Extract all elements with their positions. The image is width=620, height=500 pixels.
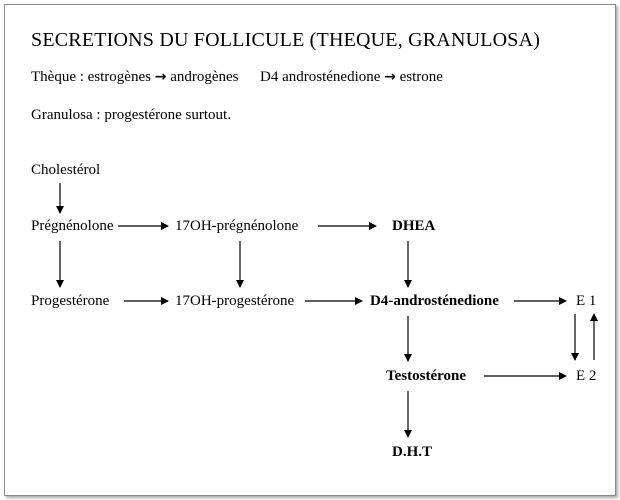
node-17oh-pregnenolone: 17OH-prégnénolone	[175, 218, 299, 234]
node-e1: E 1	[576, 293, 597, 309]
right-arrow-icon: →	[154, 69, 167, 85]
theque-label: Thèque : estrogènes	[31, 69, 151, 85]
node-d4-androstenedione: D4-androsténedione	[370, 293, 499, 309]
node-dhea: DHEA	[392, 218, 436, 234]
right-arrow-icon: →	[384, 69, 396, 85]
estrone-label: estrone	[399, 69, 443, 85]
node-testosterone: Testostérone	[386, 368, 466, 384]
node-pregnenolone: Prégnénolone	[31, 218, 114, 234]
androgenes-label: androgènes	[170, 69, 239, 85]
node-dht: D.H.T	[392, 444, 433, 460]
node-cholesterol: Cholestérol	[31, 162, 101, 178]
node-17oh-progesterone: 17OH-progestérone	[175, 293, 295, 309]
node-e2: E 2	[576, 368, 597, 384]
node-progesterone: Progestérone	[31, 293, 110, 309]
figure-title: SECRETIONS DU FOLLICULE (THEQUE, GRANULOSA)	[31, 29, 541, 51]
granulosa-line: Granulosa : progestérone surtout.	[31, 107, 231, 123]
d4-androstenedione-label: D4 androsténedione	[260, 69, 381, 85]
